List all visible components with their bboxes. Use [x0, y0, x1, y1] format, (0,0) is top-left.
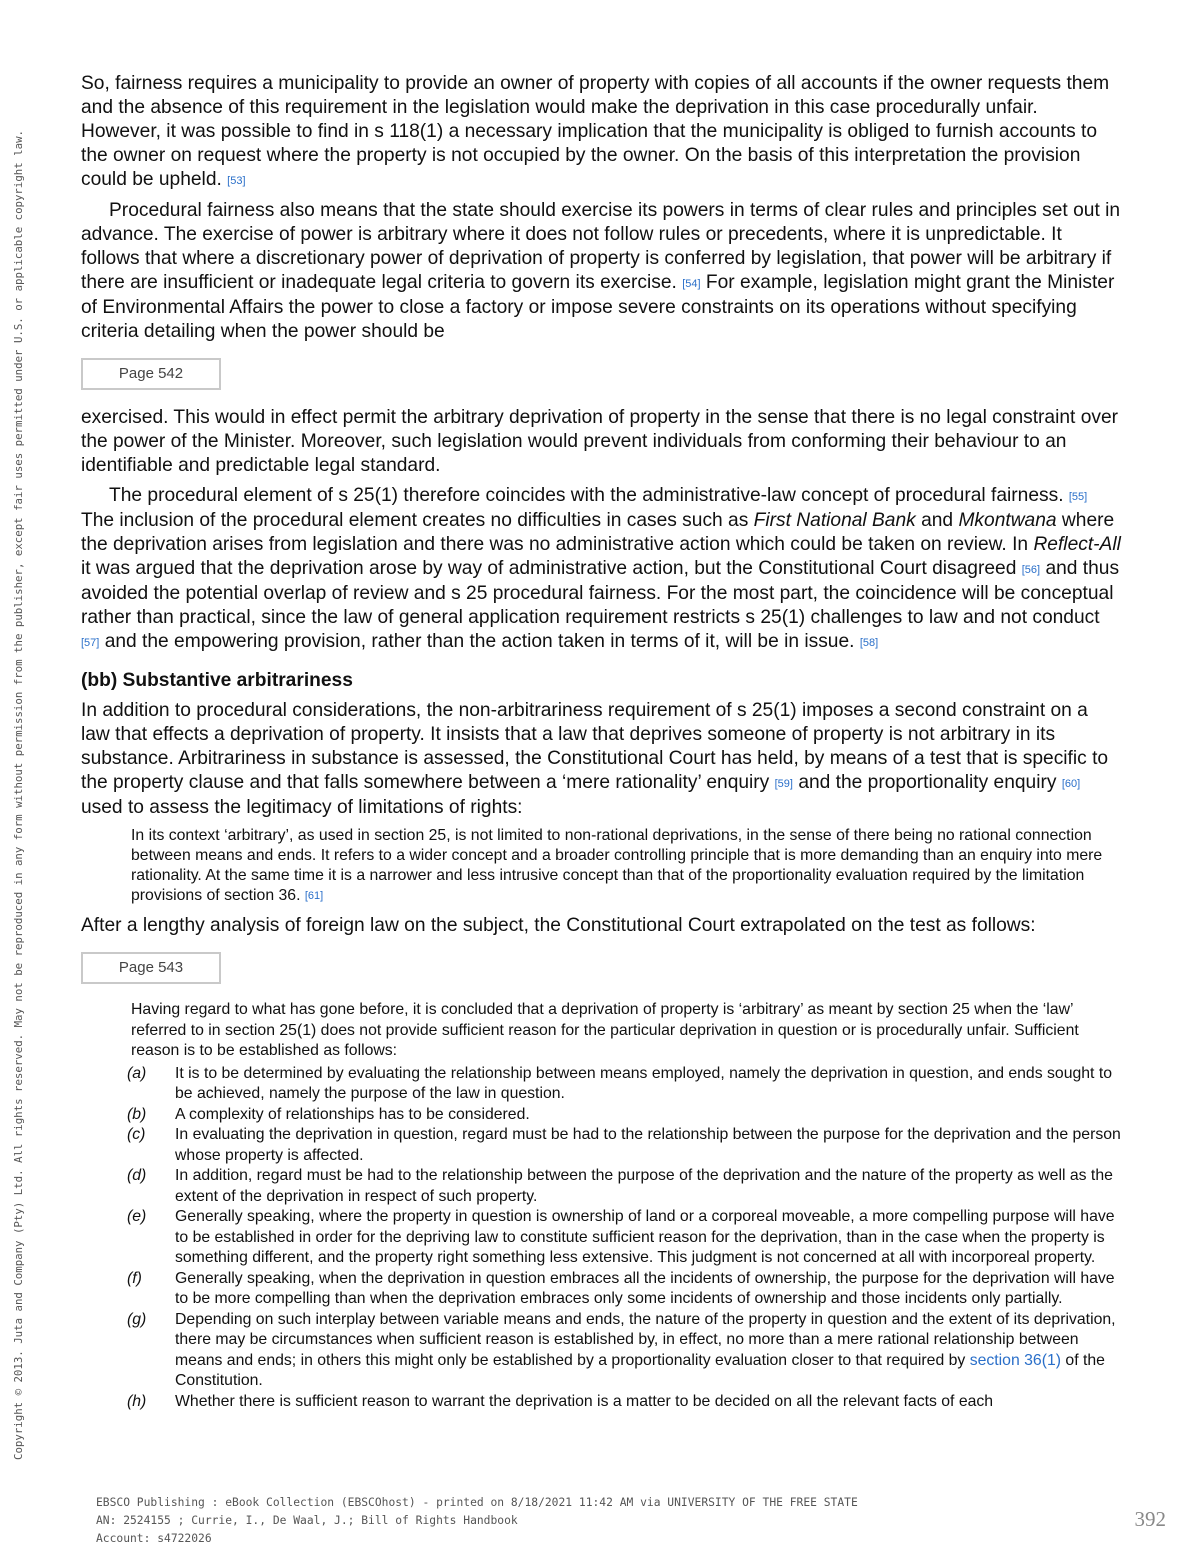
- copyright-side-note: [4, 120, 52, 1470]
- case-name: Reflect-All: [1033, 534, 1121, 555]
- copyright-side-text: Copyright © 2013. Juta and Company (Pty) Ltd. All rights reserved. May not be reproduced in any form without permission from the publisher, except fair uses permitted under U.S. or applicable copyright law.: [12, 120, 25, 1460]
- list-item: [127, 1064, 1121, 1105]
- list-label: (g): [127, 1310, 147, 1328]
- paragraph: exercised. This would in effect permit the arbitrary deprivation of property in the sense that there is no legal constraint over the power of the Minister. Moreover, such legislation would prevent individuals from conforming their behaviour to an identifiable and predictable legal standard.: [81, 407, 1119, 476]
- section-link[interactable]: section 36(1): [969, 1351, 1062, 1369]
- paragraph: Procedural fairness also means that the state should exercise its powers in terms of clear rules and principles set out in advance. The exercise of power is arbitrary where it does not follow rules or precedents, where it is unpredictable. It follows that where a discretionary power of deprivation of property is conferred by legislation, that power will be arbitrary if there are insufficient or inadequate legal criteria to govern its exercise. [54] For example, legislation might grant the Minister of Environmental Affairs the power to close a factory or impose severe constraints on its operations without specifying criteria detailing when the power should be: [81, 200, 1121, 342]
- list-text: It is to be determined by evaluating the relationship between means employed, namely the deprivation in question, and ends sought to be achieved, namely the purpose of the law in question.: [175, 1064, 1112, 1102]
- list-item: [127, 1166, 1121, 1207]
- footer-line: AN: 2524155 ; Currie, I., De Waal, J.; Bill of Rights Handbook: [96, 1514, 518, 1527]
- list-text: In addition, regard must be had to the relationship between the purpose of the deprivation and the nature of the property as well as the extent of the deprivation in respect of such property.: [175, 1167, 1113, 1205]
- list-text: Whether there is sufficient reason to warrant the deprivation is a matter to be decided on all the relevant facts of each: [175, 1392, 994, 1410]
- list-text: Generally speaking, where the property in question is ownership of land or a corporeal moveable, a more compelling purpose will have to be established in order for the depriving law to constitute sufficient reason for the deprivation, than in the case when the property is something different, and the property right something less extensive. This judgment is not concerned at all with incorporeal property.: [175, 1208, 1115, 1266]
- footnote-link[interactable]: [59]: [774, 778, 793, 790]
- page-body: [81, 72, 1121, 1412]
- section-heading: (bb) Substantive arbitrariness: [81, 670, 353, 691]
- list-item: [127, 1392, 1121, 1413]
- footnote-link[interactable]: [54]: [682, 278, 701, 290]
- list-item: [127, 1105, 1121, 1126]
- criteria-list: [127, 1064, 1121, 1413]
- list-item: [127, 1269, 1121, 1310]
- list-label: (h): [127, 1392, 147, 1410]
- list-label: (f): [127, 1269, 142, 1287]
- list-text: A complexity of relationships has to be considered.: [175, 1105, 530, 1123]
- footnote-link[interactable]: [57]: [81, 637, 100, 649]
- footer-line: Account: s4722026: [96, 1532, 212, 1545]
- footnote-link[interactable]: [61]: [304, 890, 324, 902]
- list-item: [127, 1207, 1121, 1269]
- case-name: Mkontwana: [958, 510, 1057, 531]
- footnote-link[interactable]: [53]: [227, 175, 246, 187]
- page-marker-label: Page 543: [81, 952, 221, 984]
- list-label: (b): [127, 1105, 147, 1123]
- list-item: [127, 1125, 1121, 1166]
- paragraph: The procedural element of s 25(1) therefore coincides with the administrative-law concept of procedural fairness. [55] The inclusion of the procedural element creates no difficulties in cases such as First National Bank and Mkontwana where the deprivation arises from legislation and there was no administrative action which could be taken on review. In Reflect-All it was argued that the deprivation arose by way of administrative action, but the Constitutional Court disagreed [56] and thus avoided the potential overlap of review and s 25 procedural fairness. For the most part, the coincidence will be conceptual rather than practical, since the law of general application requirement restricts s 25(1) challenges to law and not conduct [57] and the empowering provision, rather than the action taken in terms of it, will be in issue. [58]: [81, 485, 1121, 652]
- list-label: (c): [127, 1126, 146, 1143]
- page-marker-label: Page 542: [81, 358, 221, 390]
- block-quote: Having regard to what has gone before, it is concluded that a deprivation of property is ‘arbitrary’ as meant by section 25 when the ‘law’ referred to in section 25(1) does not provide sufficient reason for the particular deprivation in question or is procedurally unfair. Sufficient reason is to be established as follows:: [131, 1001, 1079, 1059]
- list-text: In evaluating the deprivation in question, regard must be had to the relationship between the purpose for the deprivation and the person whose property is affected.: [175, 1126, 1121, 1164]
- list-text: Depending on such interplay between variable means and ends, the nature of the property in question and the extent of its deprivation, there may be circumstances when sufficient reason is established by, in effect, no more than a mere rational relationship between means and ends; in others this might only be established by a proportionality evaluation closer to that required by section 36(1) of the Constitution.: [175, 1310, 1116, 1389]
- list-item: [127, 1310, 1121, 1392]
- block-quote: In its context ‘arbitrary’, as used in section 25, is not limited to non-rational deprivations, in the sense of there being no rational connection between means and ends. It refers to a wider concept and a broader controlling principle that is more demanding than an enquiry into mere rationality. At the same time it is a narrower and less intrusive concept than that of the proportionality evaluation required by the limitation provisions of section 36. [61]: [131, 827, 1103, 904]
- page-number: 392: [1134, 1507, 1166, 1531]
- list-label: (e): [127, 1208, 147, 1225]
- case-name: First National Bank: [753, 510, 916, 531]
- footnote-link[interactable]: [60]: [1061, 778, 1081, 790]
- print-footer: [96, 1494, 858, 1548]
- list-text: Generally speaking, when the deprivation in question embraces all the incidents of ownership, the purpose for the deprivation will have to be more compelling than when the deprivation embraces only some incidents of ownership and those incidents only partially.: [175, 1269, 1115, 1307]
- footer-line: EBSCO Publishing : eBook Collection (EBSCOhost) - printed on 8/18/2021 11:42 AM via UNIVERSITY OF THE FREE STATE: [96, 1496, 858, 1509]
- list-label: (a): [127, 1064, 147, 1082]
- page-marker: [81, 952, 1121, 984]
- paragraph: In addition to procedural considerations, the non-arbitrariness requirement of s 25(1) imposes a second constraint on a law that effects a deprivation of property. It insists that a law that deprives someone of property is not arbitrary in its substance. Arbitrariness in substance is assessed, the Constitutional Court has held, by means of a test that is specific to the property clause and that falls somewhere between a ‘mere rationality’ enquiry [59] and the proportionality enquiry [60] used to assess the legitimacy of limitations of rights:: [81, 700, 1109, 818]
- list-label: (d): [127, 1167, 147, 1184]
- paragraph: After a lengthy analysis of foreign law on the subject, the Constitutional Court extrapolated on the test as follows:: [81, 915, 1036, 936]
- footnote-link[interactable]: [56]: [1021, 564, 1041, 576]
- footnote-link[interactable]: [55]: [1068, 491, 1088, 503]
- footnote-link[interactable]: [58]: [859, 637, 879, 649]
- paragraph: So, fairness requires a municipality to provide an owner of property with copies of all accounts if the owner requests them and the absence of this requirement in the legislation would make the deprivation in this case procedurally unfair. However, it was possible to find in s 118(1) a necessary implication that the municipality is obliged to furnish accounts to the owner on request where the property is not occupied by the owner. On the basis of this interpretation the provision could be upheld. [53]: [81, 73, 1110, 190]
- page-marker: [81, 358, 1121, 390]
